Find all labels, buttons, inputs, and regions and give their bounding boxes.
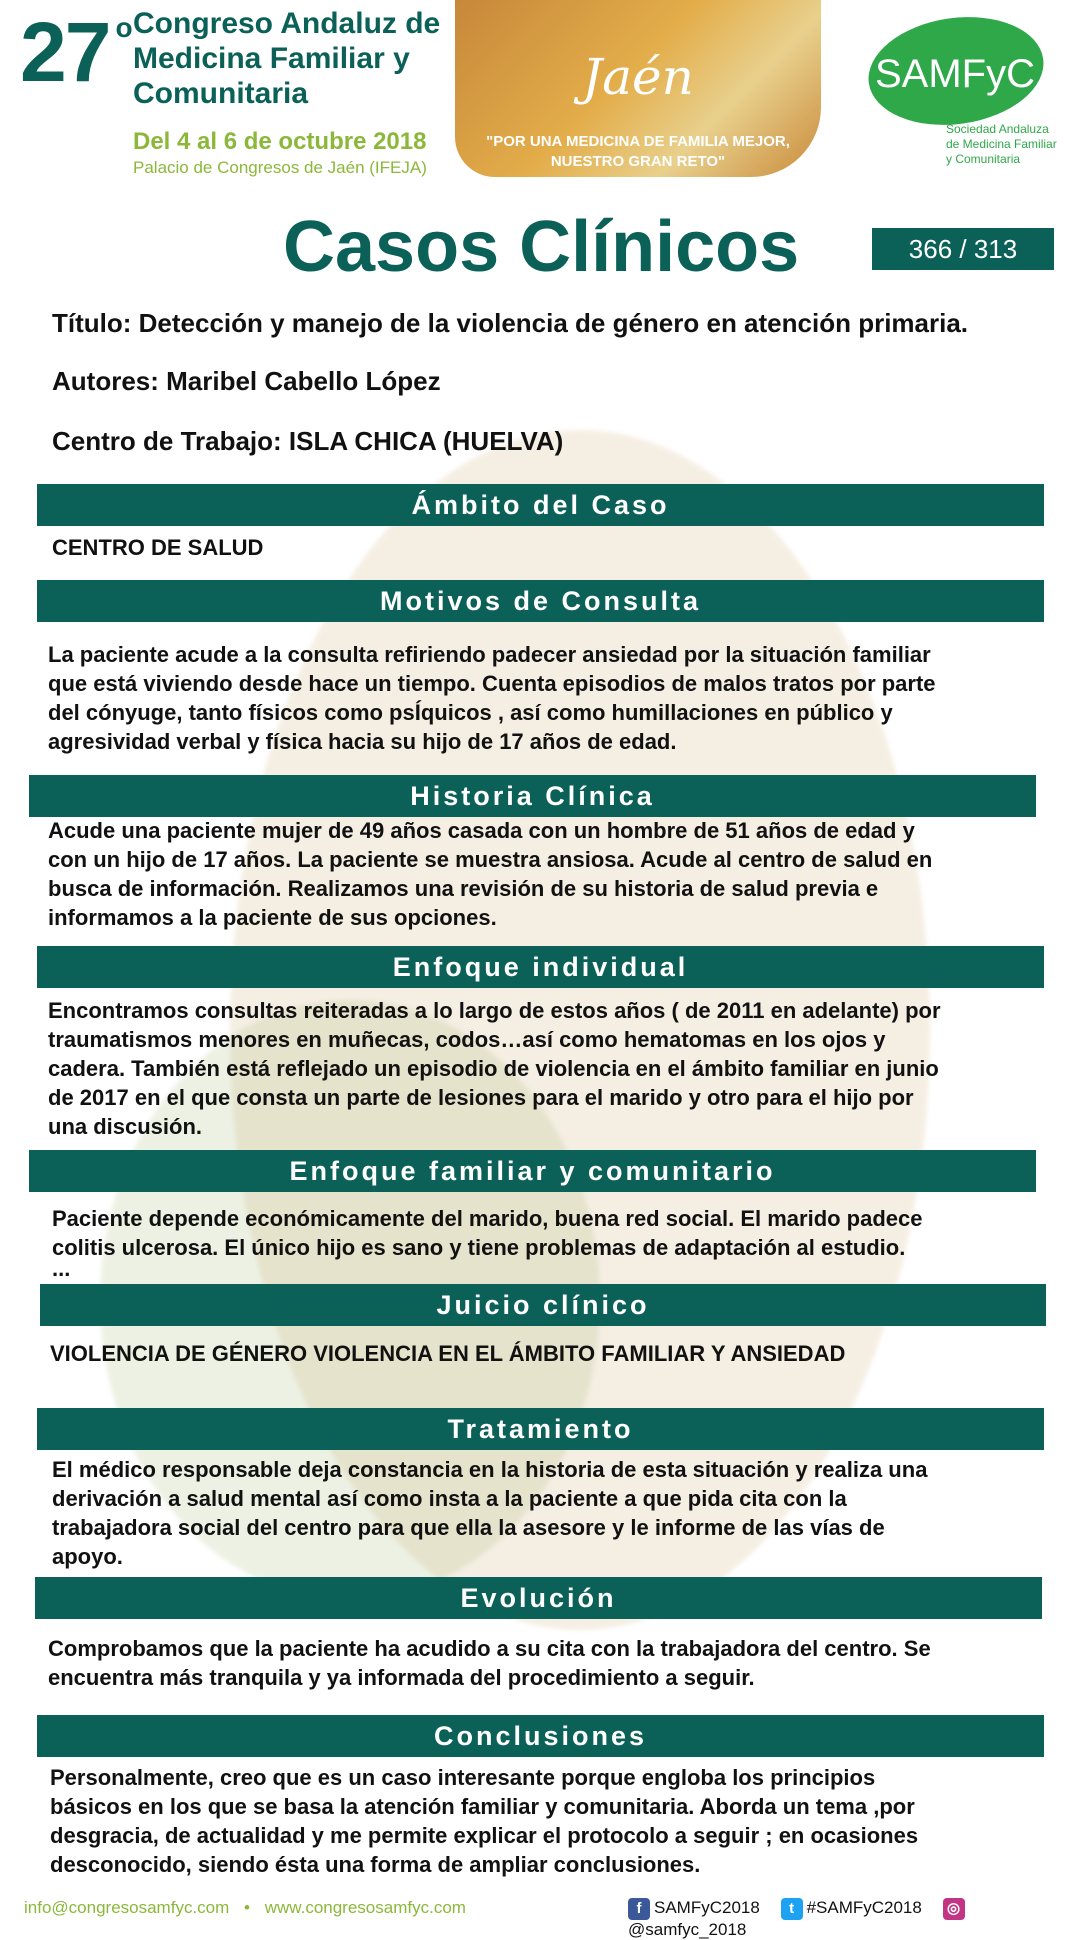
case-title: Título: Detección y manejo de la violencia de género en atención primaria. bbox=[52, 308, 969, 338]
congress-title: Congreso Andaluz de Medicina Familiar y Comunitaria bbox=[133, 7, 441, 110]
section-body-motivos: La paciente acude a la consulta refiriendo padecer ansiedad por la situación familiar que está viviendo desde hace un tiempo. Cuenta episodios de malos tratos por parte del cónyuge, tanto físicos como psÍquicos , así como humillaciones en público y agresividad verbal y física hacia su hijo de 17 años de edad. bbox=[48, 642, 936, 754]
samfyc-logo-subtitle: Sociedad Andaluza de Medicina Familiar y Comunitaria bbox=[946, 122, 1057, 166]
section-heading-ambito: Ámbito del Caso bbox=[37, 484, 1044, 526]
section-body-historia: Acude una paciente mujer de 49 años casada con un hombre de 51 años de edad y con un hijo de 17 años. La paciente se muestra ansiosa. Acude al centro de salud en busca de información. Realizamos una revisión de su historia de salud previa e informamos a la paciente de sus opciones. bbox=[48, 818, 933, 930]
footer-website[interactable]: www.congresosamfyc.com bbox=[264, 1898, 466, 1917]
section-body-juicio: VIOLENCIA DE GÉNERO VIOLENCIA EN EL ÁMBITO FAMILIAR Y ANSIEDAD bbox=[50, 1341, 846, 1366]
congress-venue: Palacio de Congresos de Jaén (IFEJA) bbox=[133, 158, 427, 177]
section-heading-historia: Historia Clínica bbox=[29, 775, 1036, 817]
footer-bullet: • bbox=[244, 1898, 250, 1917]
footer-socials bbox=[628, 1898, 1080, 1940]
section-heading-tratamiento: Tratamiento bbox=[37, 1408, 1044, 1450]
footer-instagram[interactable]: @samfyc_2018 bbox=[628, 1920, 747, 1939]
congress-motto: "POR UNA MEDICINA DE FAMILIA MEJOR, NUESTRO GRAN RETO" bbox=[486, 133, 790, 170]
city-name: Jaén bbox=[582, 48, 694, 106]
footer-contact bbox=[24, 1898, 466, 1918]
city-banner bbox=[455, 0, 821, 177]
section-body-evolucion: Comprobamos que la paciente ha acudido a su cita con la trabajadora del centro. Se encuentra más tranquila y ya informada del procedimiento a seguir. bbox=[48, 1636, 931, 1690]
section-heading-motivos: Motivos de Consulta bbox=[37, 580, 1044, 622]
section-heading-evolucion: Evolución bbox=[35, 1577, 1042, 1619]
case-authors: Autores: Maribel Cabello López bbox=[52, 366, 441, 396]
instagram-icon: ◎ bbox=[943, 1898, 965, 1920]
samfyc-logo-text: SAMFyC bbox=[875, 52, 1035, 96]
section-body-enfoque-familiar: Paciente depende económicamente del marido, buena red social. El marido padece colitis ulcerosa. El único hijo es sano y tiene problemas de adaptación al estudio. ... bbox=[52, 1206, 923, 1281]
section-heading-conclusiones: Conclusiones bbox=[37, 1715, 1044, 1757]
section-body-tratamiento: El médico responsable deja constancia en la historia de esta situación y realiza una derivación a salud mental así como insta a la paciente a que pida cita con la trabajadora social del centro para que ella la asesore y le informe de las vías de apoyo. bbox=[52, 1457, 928, 1569]
section-body-conclusiones: Personalmente, creo que es un caso interesante porque engloba los principios básicos en los que se basa la atención familiar y comunitaria. Aborda un tema ,por desgracia, de actualidad y me permite explicar el protocolo a seguir ; en ocasiones desconocido, siendo ésta una forma de ampliar conclusiones. bbox=[50, 1765, 919, 1877]
twitter-icon: t bbox=[781, 1898, 803, 1920]
section-body-enfoque-individual: Encontramos consultas reiteradas a lo largo de estos años ( de 2011 en adelante) por traumatismos menores en muñecas, codos…así como hematomas en los ojos y cadera. También está reflejado un episodio de violencia en el ámbito familiar en junio de 2017 en el que consta un parte de lesiones para el marido y otro para el hijo por una discusión. bbox=[48, 998, 941, 1139]
congress-dates: Del 4 al 6 de octubre 2018 bbox=[133, 128, 427, 155]
section-body-ambito: CENTRO DE SALUD bbox=[52, 535, 264, 560]
footer-email[interactable]: info@congresosamfyc.com bbox=[24, 1898, 230, 1917]
section-heading-juicio: Juicio clínico bbox=[40, 1284, 1046, 1326]
edition-number: 27 $^o$ bbox=[20, 5, 131, 99]
footer-facebook[interactable]: SAMFyC2018 bbox=[654, 1898, 760, 1918]
footer-twitter[interactable]: #SAMFyC2018 bbox=[806, 1898, 922, 1918]
page-title: Casos Clínicos bbox=[283, 207, 800, 287]
page-number-badge: 366 / 313 bbox=[872, 228, 1054, 270]
facebook-icon: f bbox=[628, 1898, 650, 1920]
case-workplace: Centro de Trabajo: ISLA CHICA (HUELVA) bbox=[52, 426, 564, 456]
section-heading-enfoque-individual: Enfoque individual bbox=[37, 946, 1044, 988]
section-heading-enfoque-familiar: Enfoque familiar y comunitario bbox=[29, 1150, 1036, 1192]
